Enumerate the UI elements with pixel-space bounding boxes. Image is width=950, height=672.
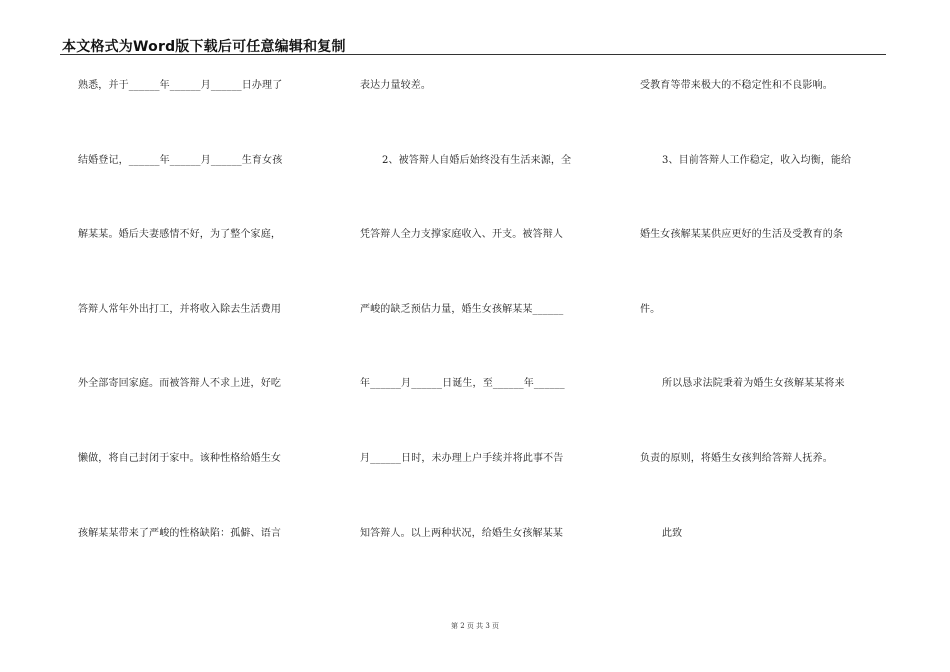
text-line: 负责的原则，将婚生女孩判给答辩人抚养。 — [640, 452, 833, 464]
document-header: 本文格式为Word版下载后可任意编辑和复制 — [62, 39, 346, 55]
text-line: 熟悉，并于______年______月______日办理了 — [78, 80, 283, 91]
text-line: 孩解某某带来了严峻的性格缺陷：孤僻、语言 — [78, 527, 281, 539]
text-column-2 — [360, 79, 608, 601]
text-line: 婚生女孩解某某供应更好的生活及受教育的条 — [640, 229, 843, 241]
text-line: 此致 — [662, 527, 683, 539]
text-line: 解某某。婚后夫妻感情不好，为了整个家庭， — [78, 229, 281, 241]
text-line: 外全部寄回家庭。而被答辩人不求上进，好吃 — [78, 378, 281, 390]
text-line: 所以恳求法院秉着为婚生女孩解某某将来 — [662, 378, 845, 390]
text-line: 严峻的缺乏预估力量，婚生女孩解某某______ — [360, 303, 564, 315]
text-line: 凭答辩人全力支撑家庭收入、开支。被答辩人 — [360, 229, 563, 241]
text-line: 年______月______日诞生，至______年______ — [360, 378, 565, 390]
text-line: 答辩人常年外出打工，并将收入除去生活费用 — [78, 303, 281, 315]
text-line: 2、被答辩人自婚后始终没有生活来源，全 — [382, 154, 572, 166]
text-line: 件。 — [640, 303, 661, 315]
header-divider — [60, 54, 886, 55]
text-line: 3、目前答辩人工作稳定，收入均衡，能给 — [662, 154, 852, 166]
page-number: 第 2 页 共 3 页 — [450, 622, 500, 630]
text-line: 结婚登记，______年______月______生育女孩 — [78, 154, 283, 166]
text-line: 懒做，将自己封闭于家中。该种性格给婚生女 — [78, 452, 281, 464]
text-line: 受教育等带来极大的不稳定性和不良影响。 — [640, 80, 833, 91]
text-line: 月______日时，未办理上户手续并将此事不告 — [360, 452, 564, 464]
text-column-1 — [78, 79, 326, 601]
text-line: 表达力量较差。 — [360, 80, 432, 91]
text-line: 知答辩人。以上两种状况，给婚生女孩解某某 — [360, 527, 563, 539]
text-column-3 — [640, 79, 888, 601]
